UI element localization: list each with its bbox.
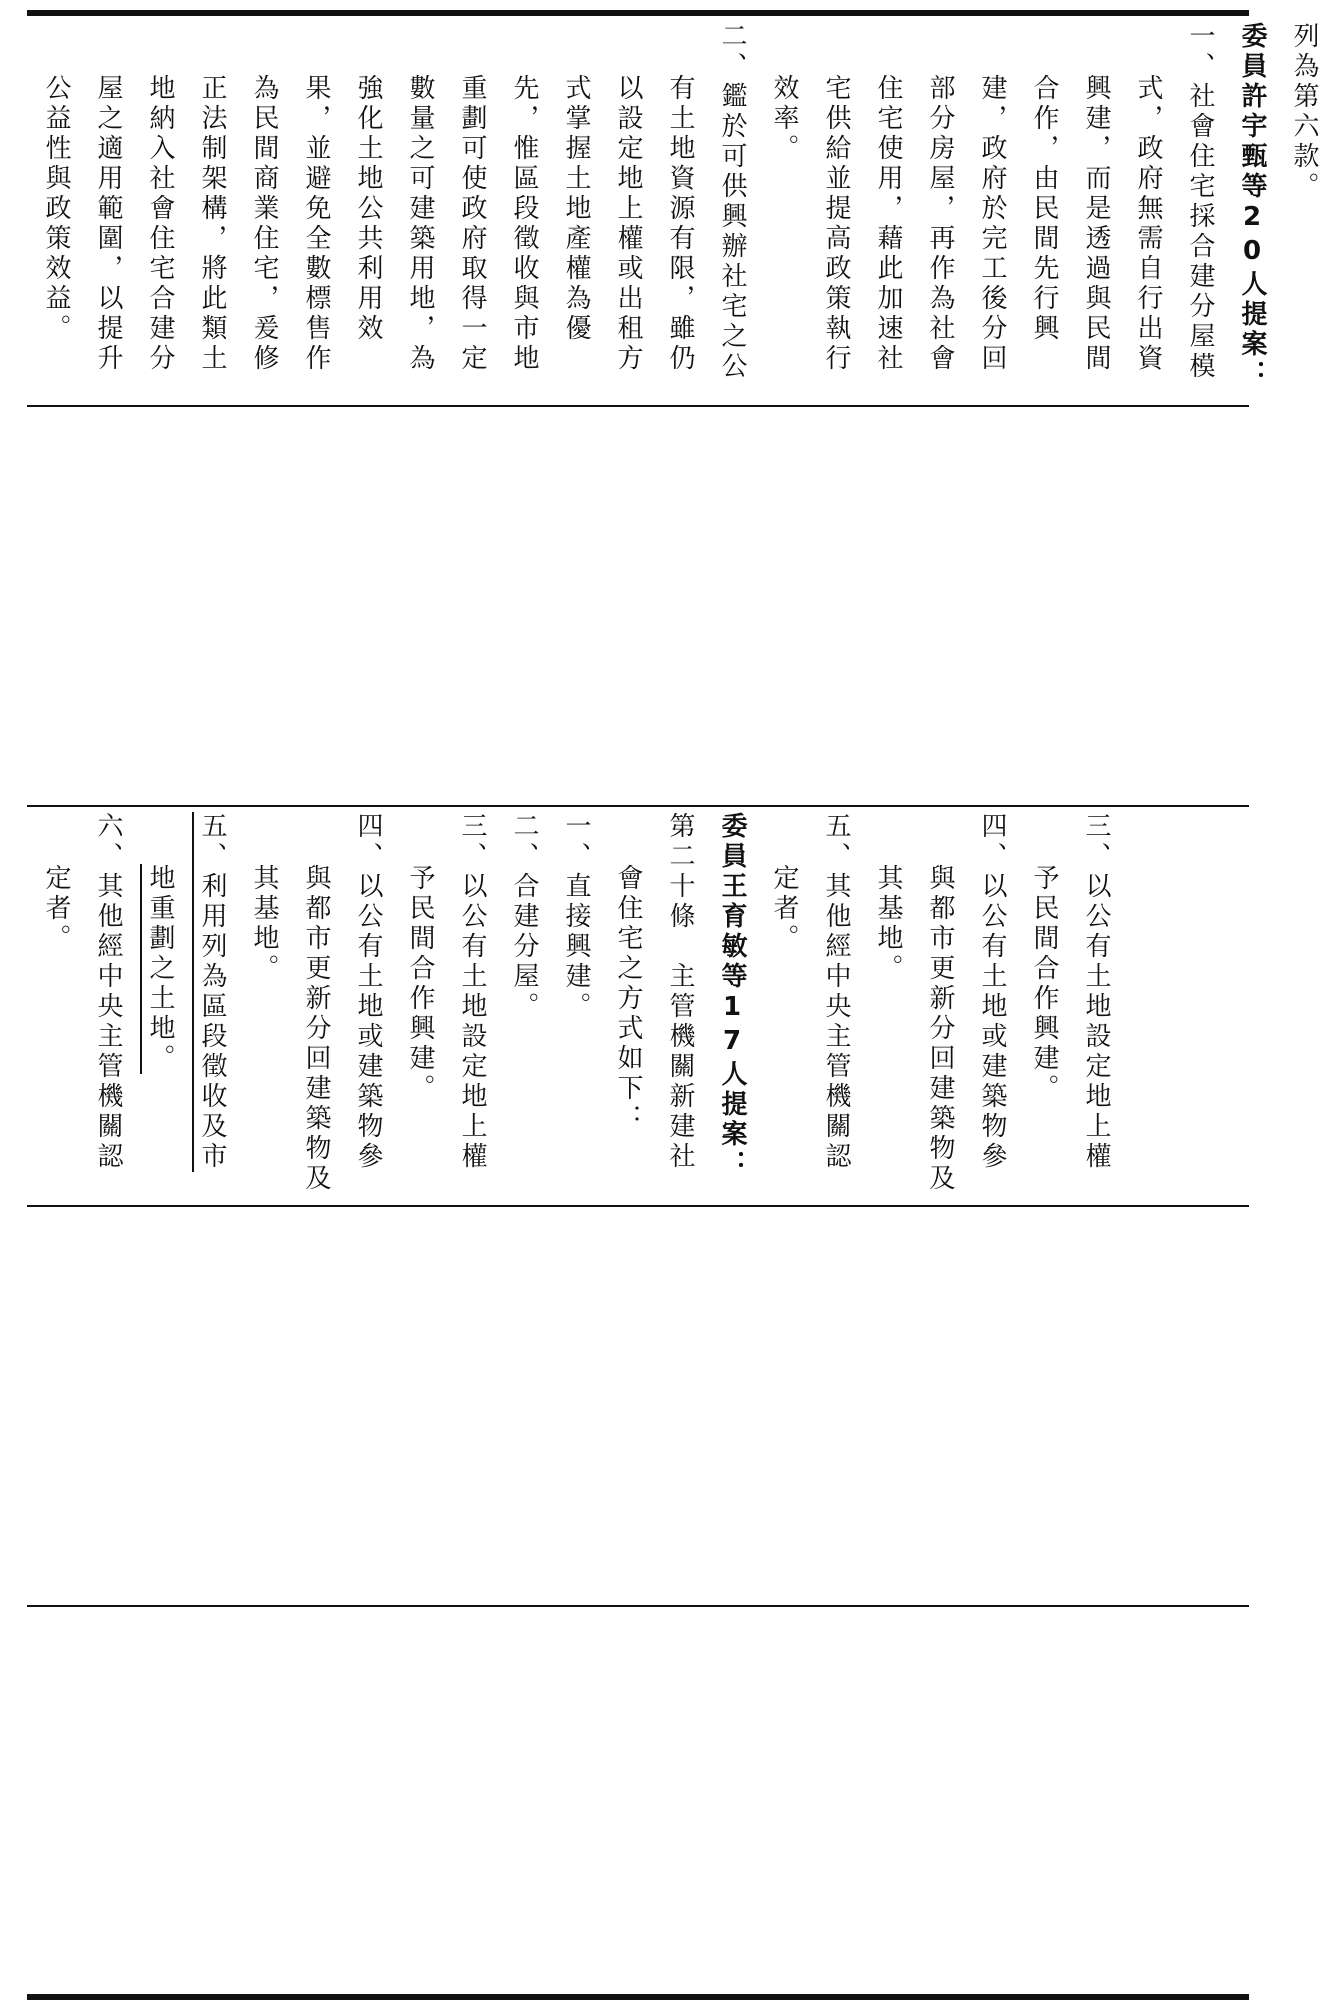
band-empty [30,1212,1210,1600]
row-divider [27,1205,1249,1207]
bottom-rule [27,1994,1249,2000]
band-empty [30,412,1210,800]
article-text: 第二十條 主管機關新建社會住宅之方式如下： [613,812,695,1172]
top-rule [27,10,1249,16]
text-line: 二、鑑於可供興辦社宅之公有土地資源有限，雖仍以設定地上權或出租方式掌握土地產權為優先，惟區段徵收與市地重劃可使政府取得一定數量之可建築用地，為強化土地公共利用效果，並避免全數標售作為民間商業住宅，爰修正法制架構，將此類土地納入社會住宅合建分屋之適用範圍，以提升公益性與政策效益。 [41,22,747,382]
text-line: 四、以公有土地或建築物參與都市更新分回建築物及其基地。 [873,812,1007,1194]
row-divider [27,405,1249,407]
text-column [30,812,1122,1200]
band-empty [30,1612,1210,1990]
text-column [30,22,1330,400]
text-line: 四、以公有土地或建築物參與都市更新分回建築物及其基地。 [249,812,383,1194]
text-line: 二、合建分屋。 [509,812,539,1022]
row-divider [27,1605,1249,1607]
proposal-heading: 委員王育敏等17人提案： [717,812,747,1180]
amended-text-line: 五、利用列為區段徵收及市地重劃之土地。 [145,812,227,1172]
row-divider [27,805,1249,807]
text-line: 列為第六款。 [1289,22,1319,202]
text-line: 三、以公有土地設定地上權予民間合作興建。 [1029,812,1111,1172]
band-xu-proposal [30,22,1319,400]
band-wang-proposal [30,812,1210,1200]
text-line: 六、其他經中央主管機關認定者。 [41,812,123,1172]
text-line: 一、社會住宅採合建分屋模式，政府無需自行出資興建，而是透過與民間合作，由民間先行興建，政府於完工後分回部分房屋，再作為社會住宅使用，藉此加速社宅供給並提高政策執行效率。 [769,22,1215,382]
text-line: 三、以公有土地設定地上權予民間合作興建。 [405,812,487,1172]
text-line: 五、其他經中央主管機關認定者。 [769,812,851,1172]
text-line: 一、直接興建。 [561,812,591,1022]
proposal-heading: 委員許宇甄等20人提案： [1237,22,1267,390]
